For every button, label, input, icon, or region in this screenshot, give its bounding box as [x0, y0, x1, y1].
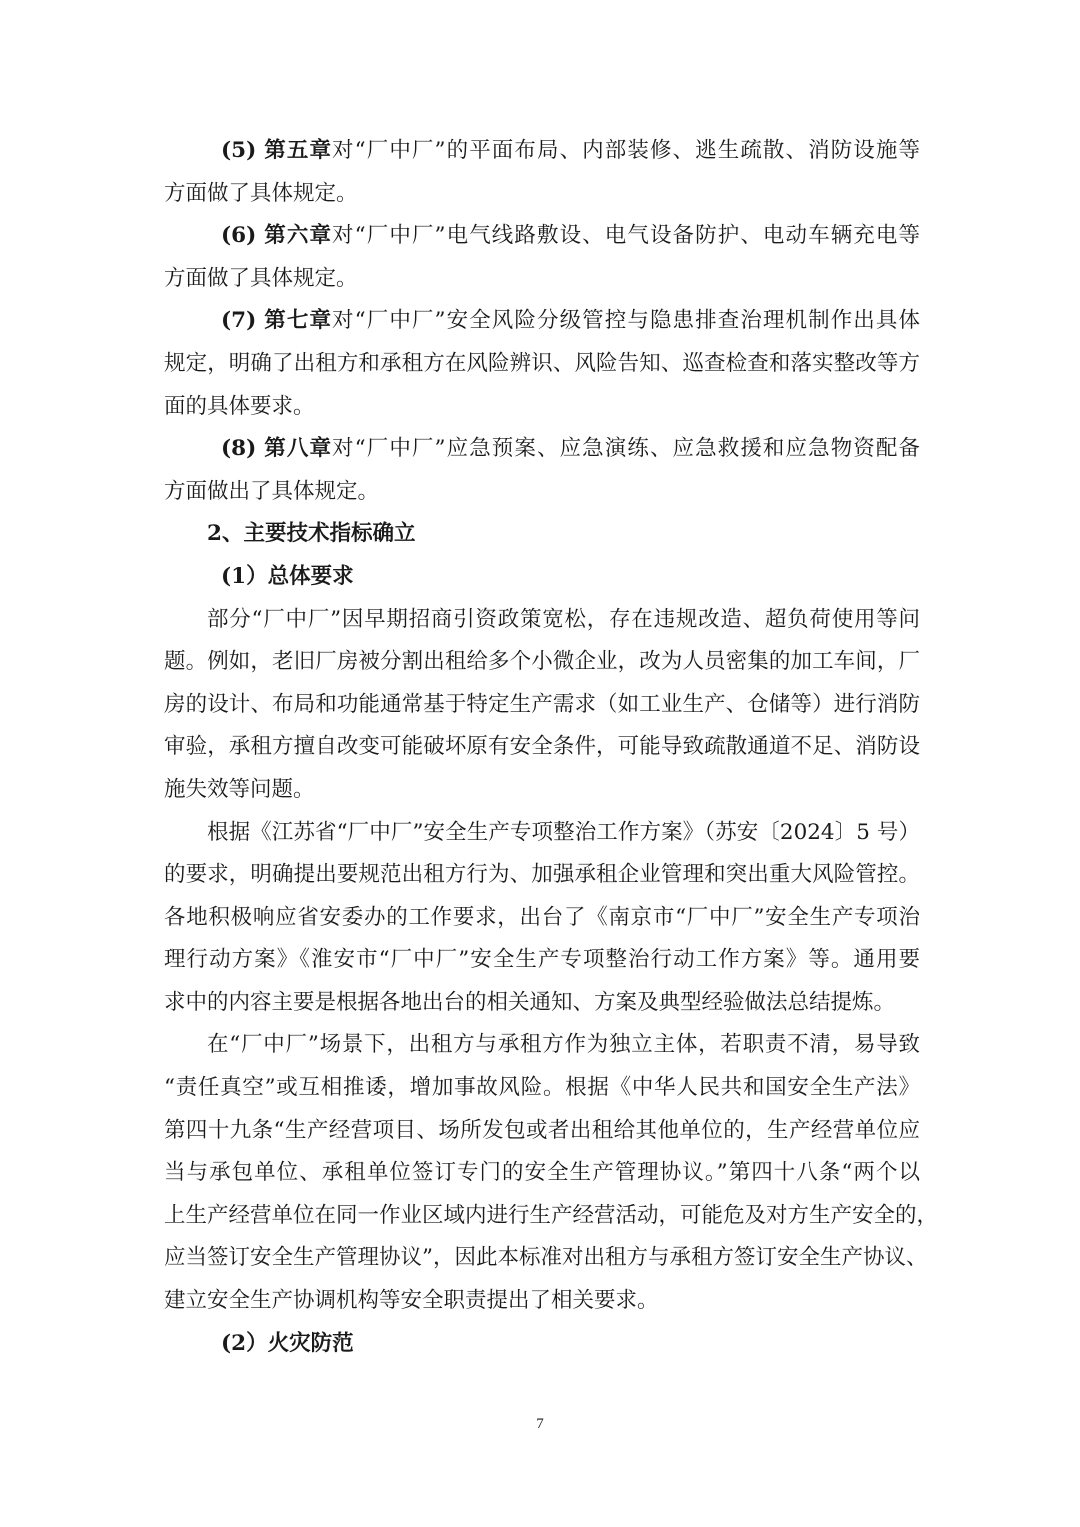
- item-number: (5): [221, 138, 257, 163]
- item-text: 对“厂中厂”电气线路敷设、电气设备防护、电动车辆充电等: [332, 223, 920, 249]
- chapter-name: 第八章: [264, 436, 333, 462]
- paragraph-3-line-5: 上生产经营单位在同一作业区域内进行生产经营活动，可能危及对方生产安全的，: [164, 1202, 939, 1228]
- item-number: (6): [221, 223, 257, 249]
- chapter-item-5-line-1: [164, 130, 920, 173]
- item-number: (7): [221, 308, 257, 334]
- document-page: [164, 130, 939, 1365]
- item-number: (8): [221, 436, 257, 462]
- paragraph-3-line-1: 在“厂中厂”场景下，出租方与承租方作为独立主体，若职责不清，易导致: [207, 1032, 920, 1058]
- chapter-item-8-line-1: [164, 428, 920, 471]
- paragraph-1-line-3: 房的设计、布局和功能通常基于特定生产需求（如工业生产、仓储等）进行消防: [164, 691, 920, 717]
- paragraph-2-line-1: 根据《江苏省“厂中厂”安全生产专项整治工作方案》（苏安〔2024〕5 号）: [207, 819, 920, 845]
- paragraph-1-line-2: 题。例如，老旧厂房被分割出租给多个小微企业，改为人员密集的加工车间，厂: [164, 649, 920, 675]
- page-number: 7: [536, 1416, 544, 1432]
- subsection-heading-fire-prevention: (2）火灾防范: [221, 1330, 354, 1356]
- section-heading: 2、主要技术指标确立: [207, 521, 416, 547]
- paragraph-1-line-5: 施失效等问题。: [164, 776, 315, 802]
- chapter-name: 第七章: [264, 308, 333, 334]
- paragraph-2-line-2: 的要求，明确提出要规范出租方行为、加强承租企业管理和突出重大风险管控。: [164, 862, 920, 888]
- paragraph-3-line-6: 应当签订安全生产管理协议”，因此本标准对出租方与承租方签订安全生产协议、: [164, 1245, 928, 1271]
- subsection-heading-general: (1）总体要求: [221, 563, 354, 589]
- paragraph-1-line-4: 审验，承租方擅自改变可能破坏原有安全条件，可能导致疏散通道不足、消防设: [164, 734, 920, 760]
- chapter-item-7-line-3: 面的具体要求。: [164, 393, 315, 419]
- chapter-item-6-line-2: 方面做了具体规定。: [164, 265, 358, 291]
- chapter-name: 第六章: [264, 223, 333, 249]
- paragraph-3-line-7: 建立安全生产协调机构等安全职责提出了相关要求。: [164, 1288, 659, 1314]
- paragraph-2-line-5: 求中的内容主要是根据各地出台的相关通知、方案及典型经验做法总结提炼。: [164, 989, 896, 1015]
- chapter-item-7-line-2: 规定，明确了出租方和承租方在风险辨识、风险告知、巡查检查和落实整改等方: [164, 350, 920, 376]
- paragraph-3-line-2: “责任真空”或互相推诿，增加事故风险。根据《中华人民共和国安全生产法》: [164, 1075, 920, 1101]
- paragraph-3-line-4: 当与承包单位、承租单位签订专门的安全生产管理协议。”第四十八条“两个以: [164, 1160, 920, 1186]
- paragraph-2-line-3: 各地积极响应省安委办的工作要求，出台了《南京市“厂中厂”安全生产专项治: [164, 904, 920, 930]
- chapter-item-5-line-2: 方面做了具体规定。: [164, 180, 358, 206]
- item-text: 对“厂中厂”安全风险分级管控与隐患排查治理机制作出具体: [332, 308, 920, 334]
- chapter-item-8-line-2: 方面做出了具体规定。: [164, 478, 380, 504]
- chapter-name: 第五章: [264, 138, 333, 163]
- item-text: 对“厂中厂”应急预案、应急演练、应急救援和应急物资配备: [332, 436, 920, 462]
- chapter-item-7-line-1: [164, 300, 920, 343]
- paragraph-3-line-3: 第四十九条“生产经营项目、场所发包或者出租给其他单位的，生产经营单位应: [164, 1117, 920, 1143]
- paragraph-1-line-1: 部分“厂中厂”因早期招商引资政策宽松，存在违规改造、超负荷使用等问: [207, 606, 920, 632]
- paragraph-2-line-4: 理行动方案》《淮安市“厂中厂”安全生产专项整治行动工作方案》等。通用要: [164, 947, 920, 973]
- chapter-item-6-line-1: [164, 215, 920, 258]
- item-text: 对“厂中厂”的平面布局、内部装修、逃生疏散、消防设施等: [332, 138, 920, 163]
